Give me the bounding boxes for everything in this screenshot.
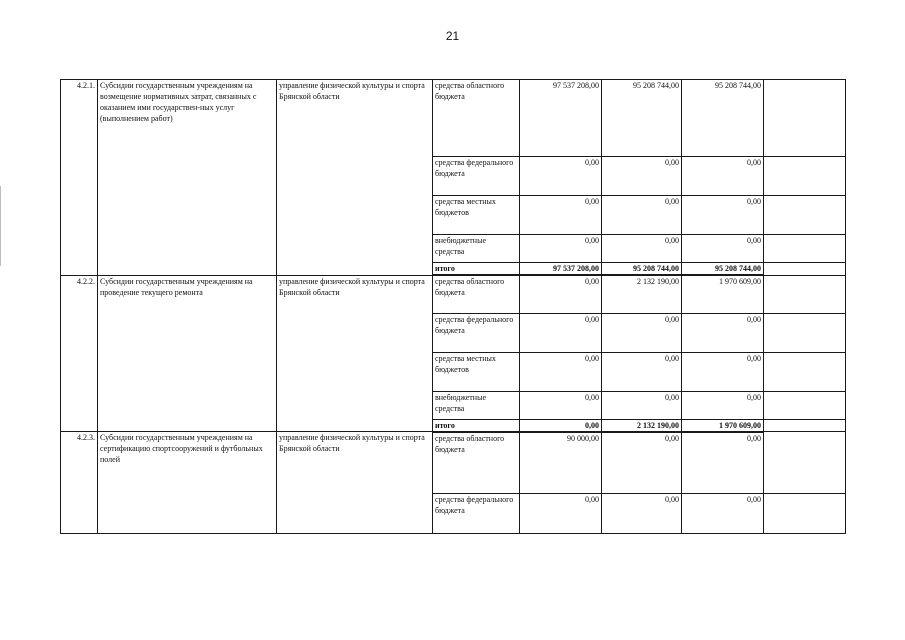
value-cell: 0,00	[602, 494, 682, 534]
empty-cell	[764, 391, 846, 419]
funding-source: средства областного бюджета	[433, 275, 520, 313]
value-cell: 1 970 609,00	[682, 275, 764, 313]
funding-source: средства федерального бюджета	[433, 157, 520, 196]
value-cell: 0,00	[682, 196, 764, 235]
total-label: итого	[433, 419, 520, 432]
empty-cell	[764, 275, 846, 313]
item-name: Субсидии государственным учреждениям на возмещение нормативных затрат, связанных с оказанием ими государствен-ных услуг (выполнением работ)	[98, 80, 277, 276]
value-cell: 2 132 190,00	[602, 275, 682, 313]
item-executor: управление физической культуры и спорта Брянской области	[277, 80, 433, 276]
empty-cell	[764, 313, 846, 352]
total-value: 2 132 190,00	[602, 419, 682, 432]
value-cell: 0,00	[520, 313, 602, 352]
value-cell: 0,00	[520, 352, 602, 391]
total-label: итого	[433, 263, 520, 276]
value-cell: 0,00	[520, 275, 602, 313]
empty-cell	[764, 157, 846, 196]
table-row	[61, 432, 846, 494]
empty-cell	[764, 263, 846, 276]
value-cell: 0,00	[682, 235, 764, 263]
value-cell: 0,00	[682, 157, 764, 196]
funding-source: средства федерального бюджета	[433, 313, 520, 352]
value-cell: 95 208 744,00	[602, 80, 682, 157]
item-code: 4.2.3.	[61, 432, 98, 534]
table-row	[61, 80, 846, 157]
value-cell: 0,00	[520, 157, 602, 196]
page-number: 21	[445, 29, 460, 43]
total-value: 0,00	[520, 419, 602, 432]
total-value: 1 970 609,00	[682, 419, 764, 432]
empty-cell	[764, 196, 846, 235]
value-cell: 0,00	[682, 391, 764, 419]
value-cell: 0,00	[602, 391, 682, 419]
empty-cell	[764, 80, 846, 157]
funding-source: внебюджетные средства	[433, 391, 520, 419]
funding-source: средства федерального бюджета	[433, 494, 520, 534]
value-cell: 0,00	[520, 196, 602, 235]
item-name: Субсидии государственным учреждениям на сертификацию спортсооружений и футбольных полей	[98, 432, 277, 534]
value-cell: 0,00	[602, 432, 682, 494]
value-cell: 0,00	[520, 494, 602, 534]
value-cell: 0,00	[520, 391, 602, 419]
funding-source: средства областного бюджета	[433, 432, 520, 494]
empty-cell	[764, 235, 846, 263]
item-code: 4.2.2.	[61, 275, 98, 432]
empty-cell	[764, 494, 846, 534]
value-cell: 0,00	[682, 313, 764, 352]
value-cell: 0,00	[682, 432, 764, 494]
value-cell: 0,00	[520, 235, 602, 263]
item-executor: управление физической культуры и спорта Брянской области	[277, 275, 433, 432]
total-value: 97 537 208,00	[520, 263, 602, 276]
empty-cell	[764, 419, 846, 432]
value-cell: 0,00	[602, 352, 682, 391]
value-cell: 90 000,00	[520, 432, 602, 494]
item-executor: управление физической культуры и спорта Брянской области	[277, 432, 433, 534]
item-code: 4.2.1.	[61, 80, 98, 276]
funding-source: средства местных бюджетов	[433, 352, 520, 391]
scan-margin-mark	[0, 186, 1, 266]
value-cell: 0,00	[602, 235, 682, 263]
empty-cell	[764, 352, 846, 391]
funding-source: внебюджетные средства	[433, 235, 520, 263]
funding-source: средства областного бюджета	[433, 80, 520, 157]
empty-cell	[764, 432, 846, 494]
value-cell: 0,00	[682, 352, 764, 391]
funding-source: средства местных бюджетов	[433, 196, 520, 235]
value-cell: 97 537 208,00	[520, 80, 602, 157]
total-value: 95 208 744,00	[602, 263, 682, 276]
item-name: Субсидии государственным учреждениям на проведение текущего ремонта	[98, 275, 277, 432]
value-cell: 0,00	[602, 313, 682, 352]
total-value: 95 208 744,00	[682, 263, 764, 276]
budget-table	[60, 79, 846, 534]
value-cell: 95 208 744,00	[682, 80, 764, 157]
value-cell: 0,00	[602, 157, 682, 196]
value-cell: 0,00	[682, 494, 764, 534]
table-row	[61, 275, 846, 313]
value-cell: 0,00	[602, 196, 682, 235]
